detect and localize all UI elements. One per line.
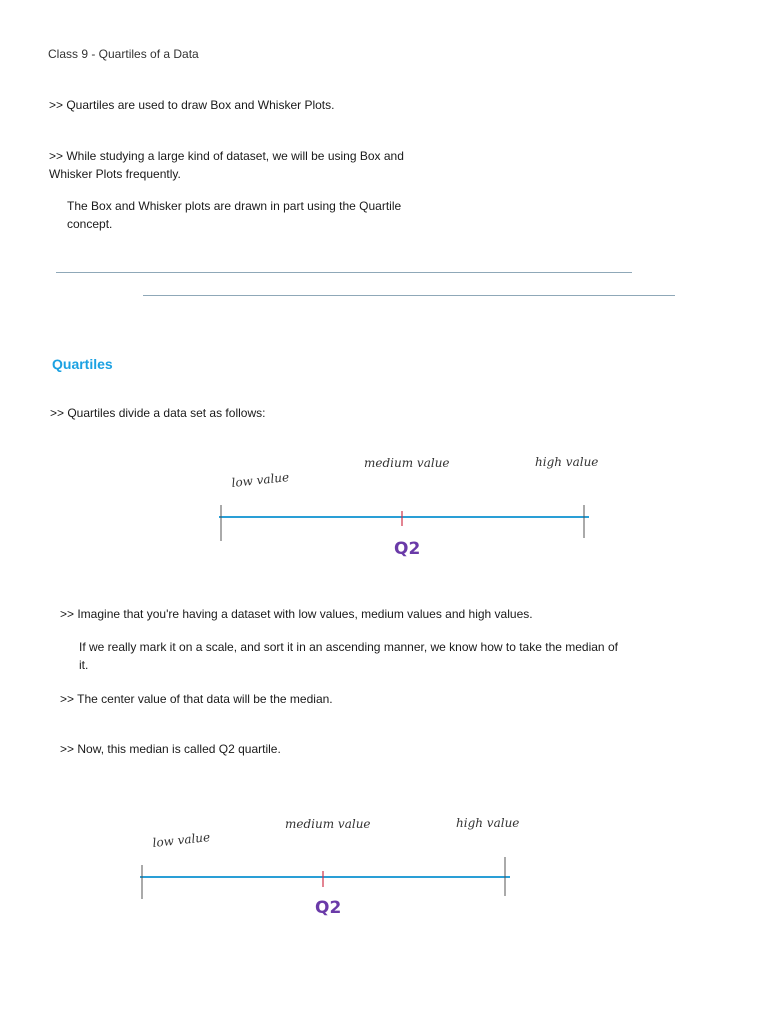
- note-1: >> Imagine that you're having a dataset with low values, medium values and high values.: [60, 607, 533, 621]
- note-4: >> Now, this median is called Q2 quartile.: [60, 742, 281, 756]
- page-header: Class 9 - Quartiles of a Data: [48, 47, 199, 61]
- q2-label: Q2: [394, 539, 421, 559]
- medium-value-label: medium value: [285, 817, 371, 831]
- q2-label: Q2: [315, 898, 342, 918]
- note-2: If we really mark it on a scale, and sort it in an ascending manner, we know how to take the median of it.: [79, 640, 618, 672]
- section-title-quartiles: Quartiles: [52, 356, 113, 372]
- intro-line-3: The Box and Whisker plots are drawn in part using the Quartile concept.: [67, 199, 402, 231]
- high-value-label: high value: [456, 816, 520, 830]
- separator-rule-1: [56, 272, 632, 273]
- intro-line-1: >> Quartiles are used to draw Box and Whisker Plots.: [49, 98, 335, 112]
- low-value-label: low value: [230, 470, 290, 490]
- note-3: >> The center value of that data will be the median.: [60, 692, 333, 706]
- medium-value-label: medium value: [364, 456, 450, 470]
- low-value-label: low value: [151, 830, 211, 850]
- intro-line-2: >> While studying a large kind of dataset, we will be using Box and Whisker Plots frequently.: [49, 149, 404, 181]
- separator-rule-2: [143, 295, 675, 296]
- divide-text: >> Quartiles divide a data set as follows:: [50, 406, 266, 420]
- high-value-label: high value: [535, 455, 599, 469]
